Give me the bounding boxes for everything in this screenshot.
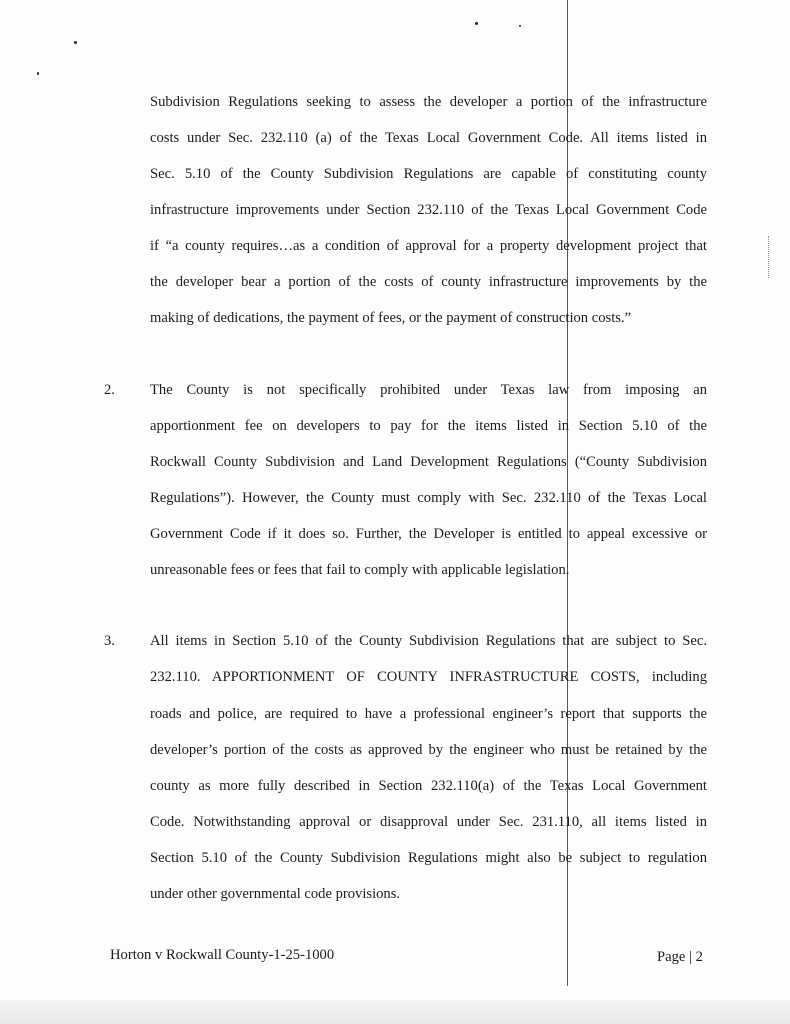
intro-line: making of dedications, the payment of fees, or the payment of construction costs.” <box>150 310 632 326</box>
footer-page-number: Page | 2 <box>657 949 703 965</box>
scan-speck <box>475 22 478 25</box>
intro-line: infrastructure improvements under Section 232.110 of the Texas Local Government Code <box>150 202 707 218</box>
item-3-line: under other governmental code provisions. <box>150 886 401 902</box>
scan-speck <box>519 25 521 27</box>
item-2-line: Regulations”). However, the County must comply with Sec. 232.110 of the Texas Local <box>150 490 707 506</box>
item-3-line: developer’s portion of the costs as approved by the engineer who must be retained by the <box>150 742 707 758</box>
intro-line: the developer bear a portion of the costs of county infrastructure improvements by the <box>150 274 707 290</box>
item-3-number: 3. <box>104 633 115 649</box>
intro-line: Sec. 5.10 of the County Subdivision Regulations are capable of constituting county <box>150 166 707 182</box>
scan-speck <box>37 72 39 75</box>
intro-line: costs under Sec. 232.110 (a) of the Texas Local Government Code. All items listed in <box>150 130 707 146</box>
intro-line: Subdivision Regulations seeking to assess the developer a portion of the infrastructure <box>150 94 707 110</box>
item-2-line: apportionment fee on developers to pay for the items listed in Section 5.10 of the <box>150 418 707 434</box>
item-3-line: county as more fully described in Section 232.110(a) of the Texas Local Government <box>150 778 707 794</box>
scan-speck <box>74 41 77 44</box>
intro-line: if “a county requires…as a condition of approval for a property development project that <box>150 238 707 254</box>
item-3-line: Code. Notwithstanding approval or disapproval under Sec. 231.110, all items listed in <box>150 814 707 830</box>
item-2-line: Government Code if it does so. Further, the Developer is entitled to appeal excessive or <box>150 526 707 542</box>
scan-bottom-shadow <box>0 1000 790 1024</box>
item-2-number: 2. <box>104 382 115 398</box>
item-2-line: The County is not specifically prohibited under Texas law from imposing an <box>150 382 707 398</box>
item-3-line: All items in Section 5.10 of the County Subdivision Regulations that are subject to Sec. <box>150 633 707 649</box>
item-2-line: unreasonable fees or fees that fail to comply with applicable legislation. <box>150 562 570 578</box>
footer-case-name: Horton v Rockwall County-1-25-1000 <box>110 947 335 963</box>
item-3-line: Section 5.10 of the County Subdivision Regulations might also be subject to regulation <box>150 850 707 866</box>
item-3-line: roads and police, are required to have a professional engineer’s report that supports the <box>150 706 707 722</box>
item-3-line: 232.110. APPORTIONMENT OF COUNTY INFRASTRUCTURE COSTS, including <box>150 669 707 685</box>
item-2-line: Rockwall County Subdivision and Land Development Regulations (“County Subdivision <box>150 454 707 470</box>
scan-margin-marks <box>768 236 770 278</box>
